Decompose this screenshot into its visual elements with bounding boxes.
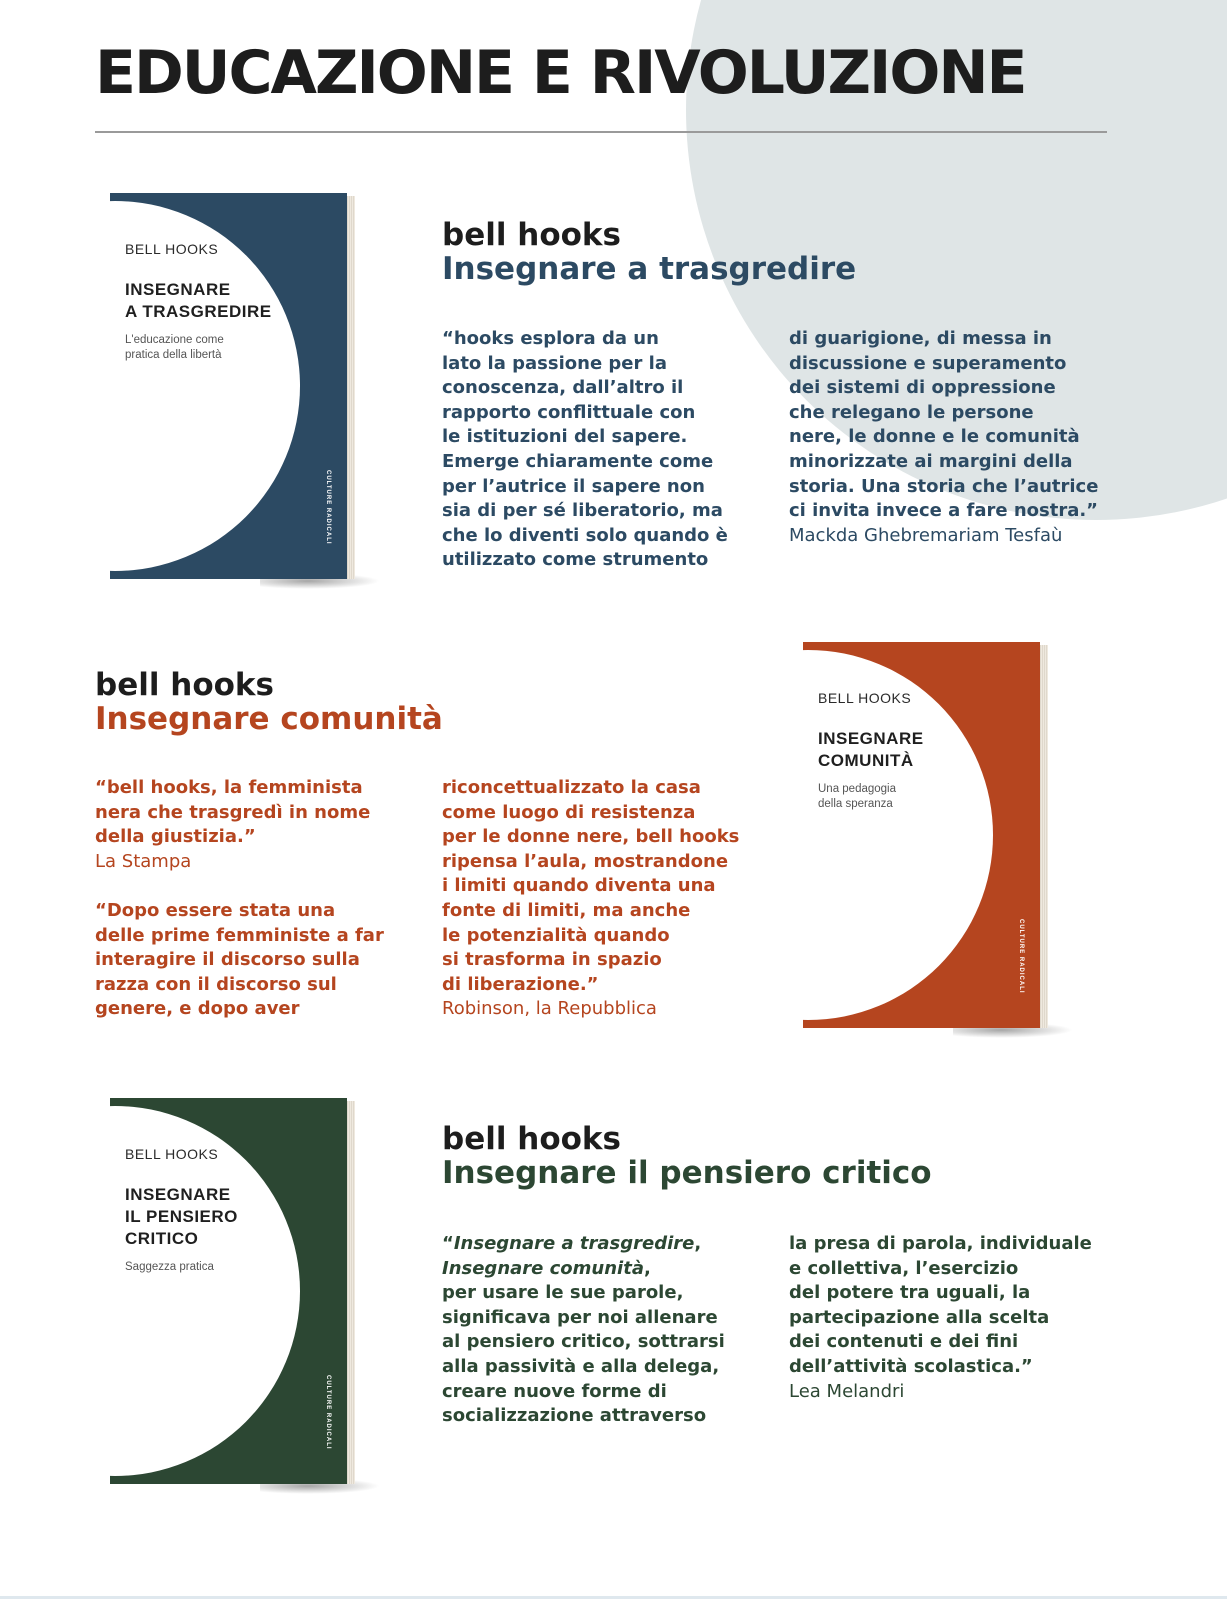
book-cover-insegnare-a-trasgredire (110, 193, 355, 579)
cover-author: BELL HOOKS (125, 1146, 219, 1162)
book-cover-insegnare-il-pensiero-critico (110, 1098, 355, 1484)
book-pages-edge (346, 196, 355, 579)
book3-heading (442, 1122, 932, 1190)
book3-quote-col2: la presa di parola, individuale e collettiva, l’esercizio del potere tra uguali, la partecipazione alla scelta dei contenuti e dei fini dell’attività scolastica.” Lea Melandri (789, 1232, 1092, 1404)
book2-title: Insegnare comunità (95, 701, 443, 737)
book2-quote-col2: riconcettualizzato la casa come luogo di resistenza per le donne nere, bell hooks ripensa l’aula, mostrandone i limiti quando diventa una fonte di limiti, ma anche le potenzialità quando si trasforma in spazio di liberazione.” Robinson, la Repubblica (442, 776, 739, 1022)
book2-author: bell hooks (95, 667, 274, 703)
cover-author: BELL HOOKS (125, 241, 219, 257)
book1-title: Insegnare a trasgredire (442, 251, 857, 287)
book-pages-edge (346, 1101, 355, 1484)
book3-title: Insegnare il pensiero critico (442, 1155, 932, 1191)
book-pages-edge (1039, 645, 1048, 1028)
series-label: CULTURE RADICALI (325, 1375, 331, 1450)
cover-subtitle: L'educazione come pratica della libertà (125, 334, 224, 361)
cover-subtitle: Saggezza pratica (125, 1261, 214, 1273)
publisher-logo: MELTEMI (125, 540, 168, 549)
title-divider (95, 131, 1107, 133)
cover-title: INSEGNARE IL PENSIERO CRITICO (125, 1185, 238, 1248)
cover-author: BELL HOOKS (818, 690, 912, 706)
book1-author: bell hooks (442, 217, 621, 253)
series-label: CULTURE RADICALI (325, 470, 331, 545)
book2-quote1-source: La Stampa (95, 850, 192, 872)
book2-quote2-source: Robinson, la Repubblica (442, 998, 657, 1020)
book2-quote-col1: “bell hooks, la femminista nera che trasgredì in nome della giustizia.” La Stampa “Dopo essere stata una delle prime femministe a far interagire il discorso sulla razza con il discorso sul genere, e dopo aver (95, 777, 384, 1020)
book2-heading (95, 668, 443, 736)
cover-title: INSEGNARE COMUNITÀ (818, 729, 924, 770)
publisher-logo: MELTEMI (818, 989, 861, 998)
book1-quote-col2: di guarigione, di messa in discussione e superamento dei sistemi di oppressione che relegano le persone nere, le donne e le comunità minorizzate ai margini della storia. Una storia che l’autrice ci invita invece a fare nostra.” Mackda Ghebremariam Tesfaù (789, 327, 1098, 548)
book-cover-insegnare-comunita (803, 642, 1048, 1028)
book3-quote-source: Lea Melandri (789, 1380, 905, 1402)
book3-quote-col1: “Insegnare a trasgredire, Insegnare comunità, per usare le sue parole, significava per noi allenare al pensiero critico, sottrarsi alla passività e alla delega, creare nuove forme di socializzazione attraverso (442, 1233, 725, 1427)
cover-subtitle: Una pedagogia della speranza (818, 783, 897, 810)
series-label: CULTURE RADICALI (1018, 919, 1024, 994)
cover-title: INSEGNARE A TRASGREDIRE (125, 280, 272, 321)
book1-heading (442, 218, 856, 286)
publisher-logo: MELTEMI (125, 1445, 168, 1454)
book3-author: bell hooks (442, 1121, 621, 1157)
book1-quote-source: Mackda Ghebremariam Tesfaù (789, 524, 1063, 546)
page-title: EDUCAZIONE E RIVOLUZIONE (95, 38, 1026, 108)
book1-quote-col1: “hooks esplora da un lato la passione per la conoscenza, dall’altro il rapporto conflittuale con le istituzioni del sapere. Emerge chiaramente come per l’autrice il sapere non sia di per sé liberatorio, ma che lo diventi solo quando è utilizzato come strumento (442, 328, 728, 571)
